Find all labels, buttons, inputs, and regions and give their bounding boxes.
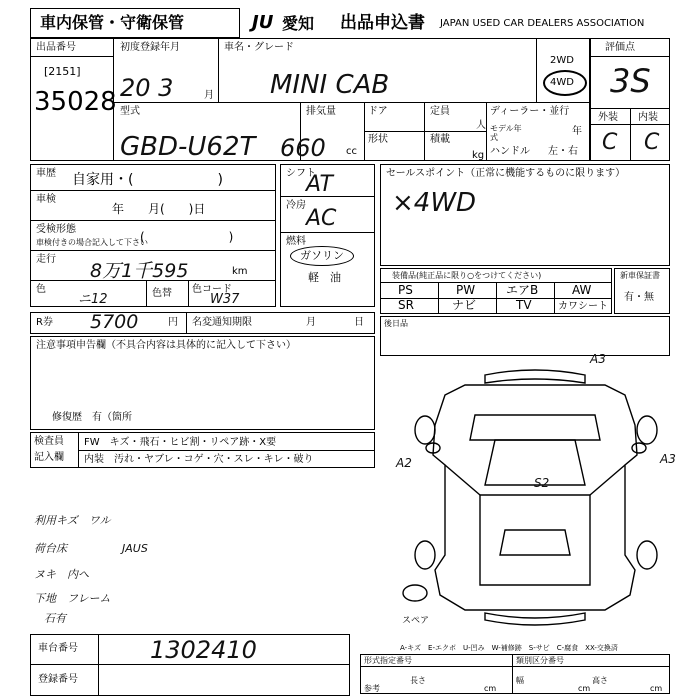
displacement-value: 660 <box>280 134 326 162</box>
inspection-value: 年 月( )日 <box>112 202 206 216</box>
option-aw: AW <box>572 283 592 297</box>
shape-label: 形状 <box>368 134 388 145</box>
rating-label: 評価点 <box>605 42 635 53</box>
handwritten-note-4: ヌキ 内へ <box>34 568 89 581</box>
chassis-label: 車台番号 <box>38 643 78 654</box>
option-sr: SR <box>398 298 414 312</box>
car-damage-diagram <box>385 355 685 645</box>
format-label: 形式指定番号 <box>364 656 412 665</box>
registration-label: 初度登録年月 <box>120 42 180 53</box>
exterior-value: C <box>602 130 618 155</box>
interior-label: 内装 <box>638 112 658 123</box>
reg-label: 登録番号 <box>38 674 78 685</box>
inspector-sub-label: 記入欄 <box>34 452 64 463</box>
damage-legend: A-キズ E-エクボ U-凹み W-補修跡 S-サビ C-腐食 XX-交換済 <box>400 644 618 652</box>
exterior-label: 外装 <box>598 112 618 123</box>
capacity-label: 定員 <box>430 106 450 117</box>
registration-month-unit: 月 <box>204 90 214 101</box>
handwritten-note-3: JAUS <box>122 542 148 555</box>
load-label: 積載 <box>430 134 450 145</box>
diagram-a3-right: A3 <box>660 452 676 466</box>
length-unit: cm <box>484 684 497 693</box>
fuel-diesel: 軽 油 <box>308 271 341 284</box>
trim-color-label: 色替 <box>152 288 172 299</box>
cc-unit: cc <box>346 146 357 157</box>
width-unit: cm <box>578 684 591 693</box>
diagram-center: S2 <box>534 476 550 490</box>
model-year-label: モデル年式 <box>490 124 522 142</box>
mileage-unit: km <box>232 266 248 277</box>
option-ps: PS <box>398 283 413 297</box>
mileage-value: 8万1千595 <box>90 260 189 282</box>
brand-name: 愛知 <box>282 14 315 33</box>
lot-number: 35028 <box>34 87 117 117</box>
ac-label: 冷房 <box>286 200 306 211</box>
storage-title: 車内保管・守衛保管 <box>40 13 185 32</box>
history-value: 自家用・( ) <box>72 172 223 188</box>
capacity-unit: 人 <box>476 120 486 131</box>
height-label: 高さ <box>592 676 608 685</box>
meter-day: 日 <box>354 317 364 328</box>
option-tv: TV <box>516 298 532 312</box>
color-code-value: W37 <box>210 292 240 307</box>
recycle-value: 5700 <box>90 311 139 333</box>
handwritten-note-1: 利用キズ ワル <box>34 514 111 527</box>
sales-point-value: ×4WD <box>392 188 477 218</box>
warranty-options: 有・無 <box>624 292 654 303</box>
inspector-row1: FW キズ・飛石・ヒビ割・リペア跡・X要 <box>84 437 277 448</box>
notes-label: 後日品 <box>384 319 408 328</box>
class-label: 類別区分番号 <box>516 656 564 665</box>
meter-month: 月 <box>306 317 316 328</box>
inspection-sub-label: 受検形態 <box>36 224 76 235</box>
lot-bracket-number: [2151] <box>44 65 81 78</box>
displacement-label: 排気量 <box>306 106 336 117</box>
chassis-value: 1302410 <box>150 636 257 664</box>
inspection-label: 車検 <box>36 194 56 205</box>
notices-label: 注意事項申告欄（不具合内容は具体的に記入して下さい） <box>36 340 296 351</box>
model-label: 型式 <box>120 106 140 117</box>
handwritten-note-2: 荷台床 <box>34 542 67 555</box>
length-label: 長さ <box>410 676 426 685</box>
car-name-value: MINI CAB <box>270 70 390 100</box>
car-name-label: 車名・グレード <box>224 42 294 53</box>
color-value: ニ12 <box>78 292 108 307</box>
shift-label: シフト <box>286 168 316 179</box>
diagram-a2: A2 <box>396 456 412 470</box>
width-label: 幅 <box>516 676 524 685</box>
registration-value: 20 3 <box>120 74 174 102</box>
year-unit: 年 <box>572 126 582 137</box>
diagram-a3-top: A3 <box>590 352 606 366</box>
fuel-label: 燃料 <box>286 236 306 247</box>
recycle-label: R券 <box>36 317 53 328</box>
fuel-gas: ガソリン <box>300 249 344 262</box>
rating-value: 3S <box>610 62 651 100</box>
recycle-unit: 円 <box>168 317 178 328</box>
ac-value: AC <box>306 206 337 231</box>
sales-point-label: セールスポイント（正常に機能するものに限ります） <box>386 168 626 179</box>
door-label: ドア <box>368 106 388 117</box>
ju-logo: JU <box>252 12 274 33</box>
reference-label: 参考 <box>364 684 380 693</box>
height-unit: cm <box>650 684 663 693</box>
shift-value: AT <box>306 172 333 197</box>
mileage-label: 走行 <box>36 254 56 265</box>
notes-box <box>380 316 670 356</box>
form-title: 出品申込書 <box>340 13 425 33</box>
inspection-note: 車検付きの場合記入して下さい <box>36 238 148 247</box>
option-leather: カワシート <box>558 301 608 312</box>
drive-2wd: 2WD <box>550 55 574 66</box>
handle-label: ハンドル <box>490 146 530 157</box>
interior-value: C <box>644 130 660 155</box>
handle-options: 左・右 <box>548 146 578 157</box>
inspector-row2: 内装 汚れ・ヤブレ・コゲ・穴・スレ・キレ・破り <box>84 454 314 465</box>
inspection-paren: ( ) <box>140 230 234 244</box>
model-value: GBD-U62T <box>120 132 256 162</box>
spare-label: スペア <box>402 616 430 626</box>
option-airbag: エアB <box>506 283 539 297</box>
load-unit: kg <box>472 150 485 161</box>
handwritten-note-6: 石有 <box>44 612 66 625</box>
handwritten-note-5: 下地 フレーム <box>34 592 111 605</box>
inspector-label: 検査員 <box>34 436 64 447</box>
lot-label: 出品番号 <box>36 42 76 53</box>
warranty-label: 新車保証書 <box>620 271 660 280</box>
options-label: 装備品(純正品に限り○をつけてください) <box>392 271 542 280</box>
repair-label: 修復歴 有（箇所 <box>52 412 132 423</box>
association-name: JAPAN USED CAR DEALERS ASSOCIATION <box>440 18 645 29</box>
option-navi: ナビ <box>452 298 477 312</box>
meter-label: 名変通知期限 <box>192 317 252 328</box>
dealer-label: ディーラー・並行 <box>490 106 570 117</box>
color-code-label: 色コード <box>192 284 232 295</box>
option-pw: PW <box>456 283 476 297</box>
history-label: 車歴 <box>36 168 56 179</box>
drive-4wd: 4WD <box>550 77 574 88</box>
color-label: 色 <box>36 284 46 295</box>
